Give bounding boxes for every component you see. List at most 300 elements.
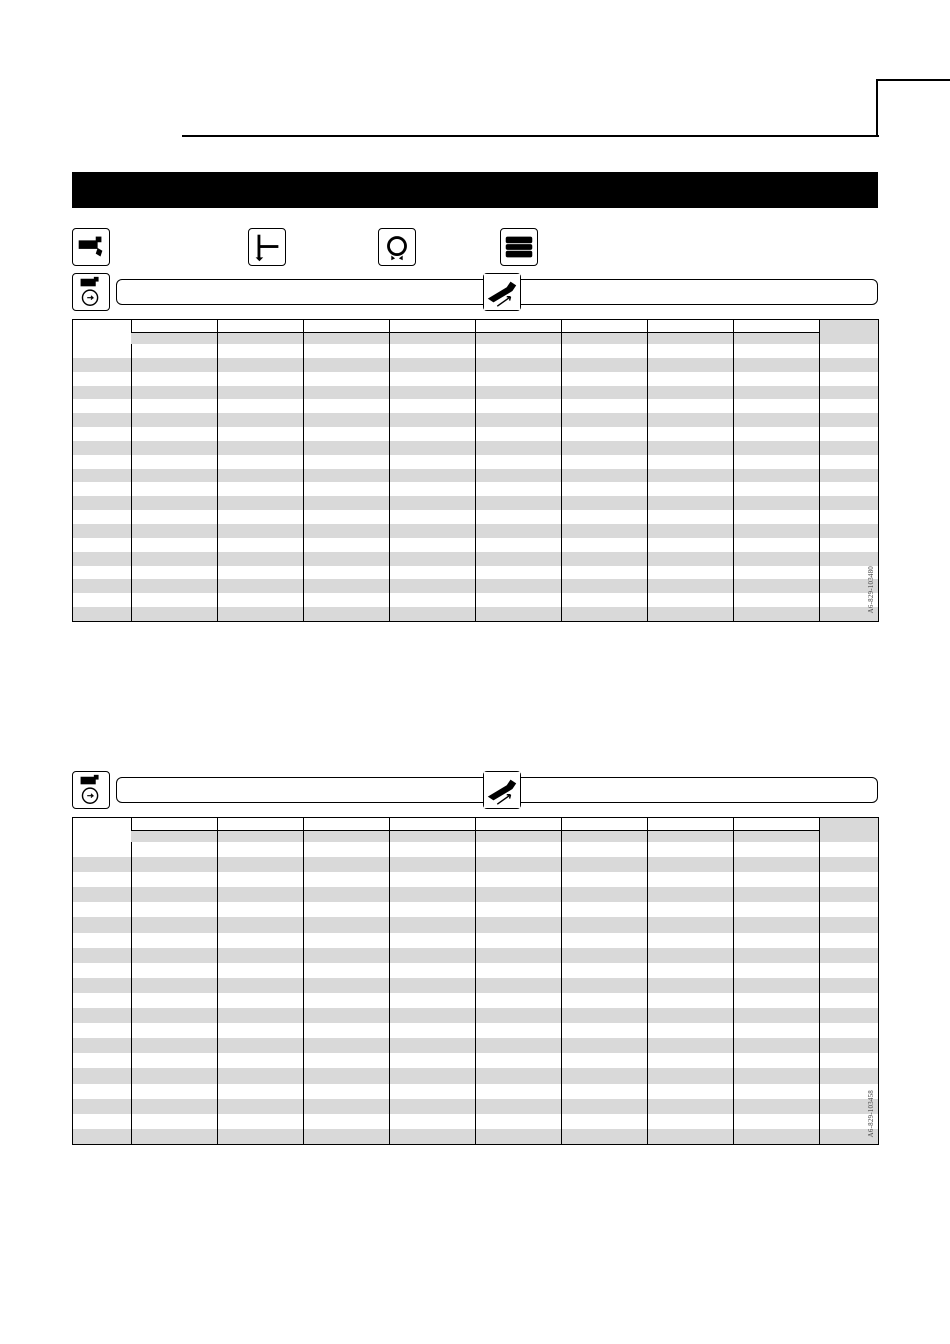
table-cell: [562, 344, 648, 358]
table-cell: [475, 1008, 561, 1023]
table-cell: [820, 978, 878, 993]
table-cell: [131, 372, 217, 386]
table-cell: [475, 1114, 561, 1129]
table-cell: [562, 399, 648, 413]
table-row: [73, 978, 878, 993]
table-cell: [303, 857, 389, 872]
header-cell: [217, 818, 303, 830]
header-cell: [648, 320, 734, 332]
table-row: [73, 1068, 878, 1083]
table-cell: [389, 857, 475, 872]
table-cell: [73, 978, 131, 993]
table-cell: [389, 386, 475, 400]
table-cell: [648, 510, 734, 524]
table-cell: [475, 593, 561, 607]
table-cell: [303, 566, 389, 580]
subheader-cell: [131, 830, 217, 842]
table-cell: [217, 358, 303, 372]
table-cell: [303, 399, 389, 413]
table-cell: [131, 441, 217, 455]
table-row: [73, 1129, 878, 1144]
table-cell: [820, 1053, 878, 1068]
table-cell: [648, 372, 734, 386]
table-cell: [73, 917, 131, 932]
table-cell: [820, 455, 878, 469]
table-cell: [734, 1129, 820, 1144]
table-cell: [131, 427, 217, 441]
table-cell: [73, 1114, 131, 1129]
table-cell: [217, 566, 303, 580]
subheader-cell: [303, 332, 389, 344]
table-cell: [73, 344, 131, 358]
table-row: [73, 917, 878, 932]
table-cell: [648, 496, 734, 510]
table-cell: [389, 455, 475, 469]
table-cell: [820, 524, 878, 538]
table-cell: [389, 552, 475, 566]
table-cell: [389, 469, 475, 483]
table-cell: [73, 510, 131, 524]
table-cell: [648, 524, 734, 538]
table-cell: [389, 933, 475, 948]
table-cell: [734, 399, 820, 413]
table-cell: [648, 399, 734, 413]
table-cell: [562, 524, 648, 538]
table-cell: [562, 427, 648, 441]
table-cell: [475, 1023, 561, 1038]
table-cell: [131, 1038, 217, 1053]
table-cell: [303, 496, 389, 510]
table-cell: [303, 842, 389, 857]
table-cell: [734, 1008, 820, 1023]
table-cell: [131, 948, 217, 963]
table-cell: [820, 842, 878, 857]
table-cell: [734, 358, 820, 372]
table-cell: [562, 441, 648, 455]
table-cell: [475, 510, 561, 524]
table-cell: [131, 358, 217, 372]
table-cell: [648, 842, 734, 857]
table-cell: [734, 566, 820, 580]
table-cell: [131, 552, 217, 566]
table-cell: [131, 842, 217, 857]
table-cell: [73, 993, 131, 1008]
table-cell: [820, 482, 878, 496]
table-cell: [73, 413, 131, 427]
fillet-joint-icon: [248, 228, 286, 266]
table-cell: [73, 524, 131, 538]
table-cell: [648, 1114, 734, 1129]
table-cell: [73, 1023, 131, 1038]
table-cell: [820, 386, 878, 400]
table-cell: [217, 1068, 303, 1083]
table-cell: [303, 552, 389, 566]
table-row: [73, 538, 878, 552]
table-cell: [475, 386, 561, 400]
table-cell: [131, 1114, 217, 1129]
table-cell: [303, 1023, 389, 1038]
table-cell: [820, 399, 878, 413]
table-cell: [303, 455, 389, 469]
table-cell: [475, 1099, 561, 1114]
table-cell: [734, 1053, 820, 1068]
table-row: [73, 1084, 878, 1099]
table-cell: [389, 1008, 475, 1023]
table-cell: [217, 344, 303, 358]
table-cell: [131, 566, 217, 580]
table-cell: [648, 1099, 734, 1114]
table-cell: [303, 538, 389, 552]
table-cell: [389, 1053, 475, 1068]
table-row: [73, 372, 878, 386]
table-cell: [131, 1068, 217, 1083]
table-cell: [734, 887, 820, 902]
table-cell: [734, 538, 820, 552]
table-cell: [389, 1038, 475, 1053]
table-cell: [217, 1084, 303, 1099]
header-cell: [73, 818, 131, 842]
table-cell: [475, 358, 561, 372]
table-cell: [562, 372, 648, 386]
table-cell: [820, 358, 878, 372]
subheader-cell: [475, 332, 561, 344]
table-cell: [648, 538, 734, 552]
table-cell: [648, 593, 734, 607]
table-cell: [217, 902, 303, 917]
table-row: [73, 1114, 878, 1129]
table-cell: [217, 441, 303, 455]
subheader-cell: [734, 332, 820, 344]
table-cell: [73, 1008, 131, 1023]
table-cell: [73, 358, 131, 372]
table-cell: [303, 372, 389, 386]
table-cell: [389, 372, 475, 386]
table-cell: [131, 887, 217, 902]
table-cell: [303, 358, 389, 372]
table-cell: [648, 993, 734, 1008]
table-cell: [389, 482, 475, 496]
header-cell: [73, 320, 131, 344]
table-cell: [648, 344, 734, 358]
table-cell: [73, 933, 131, 948]
table-cell: [303, 902, 389, 917]
table-cell: [389, 524, 475, 538]
table-cell: [217, 469, 303, 483]
table-cell: [303, 1114, 389, 1129]
table-cell: [475, 933, 561, 948]
table-cell: [562, 887, 648, 902]
subheader-cell: [648, 332, 734, 344]
table-cell: [389, 579, 475, 593]
table-row: [73, 902, 878, 917]
table-cell: [475, 579, 561, 593]
table-cell: [648, 455, 734, 469]
table-cell: [389, 902, 475, 917]
table-row: [73, 566, 878, 580]
table-cell: [131, 593, 217, 607]
table-cell: [303, 963, 389, 978]
table-cell: [475, 857, 561, 872]
subheader-cell: [562, 332, 648, 344]
table-row: [73, 933, 878, 948]
table-cell: [562, 978, 648, 993]
table-cell: [648, 358, 734, 372]
table-cell: [648, 566, 734, 580]
table-cell: [820, 427, 878, 441]
table-header-row: [73, 818, 878, 830]
header-cell: [131, 818, 217, 830]
doc-id-1: A6-829-103480: [867, 566, 875, 614]
table-cell: [389, 538, 475, 552]
table-cell: [562, 413, 648, 427]
table-cell: [73, 607, 131, 621]
table-cell: [389, 948, 475, 963]
table-cell: [131, 993, 217, 1008]
table-cell: [734, 455, 820, 469]
table-row: [73, 455, 878, 469]
table-cell: [648, 887, 734, 902]
table-row: [73, 1038, 878, 1053]
table-cell: [648, 1084, 734, 1099]
table-cell: [303, 441, 389, 455]
table-cell: [389, 566, 475, 580]
table-cell: [389, 1068, 475, 1083]
table-cell: [562, 872, 648, 887]
rotation-icon: [378, 228, 416, 266]
wire-speed-icon: [72, 273, 110, 311]
table-cell: [648, 1129, 734, 1144]
table-row: [73, 469, 878, 483]
table-cell: [820, 993, 878, 1008]
table-cell: [73, 857, 131, 872]
subheader-cell: [648, 830, 734, 842]
table-cell: [389, 496, 475, 510]
subheader-cell: [303, 830, 389, 842]
table-cell: [475, 993, 561, 1008]
table-cell: [562, 496, 648, 510]
header-cell: [389, 320, 475, 332]
table-cell: [648, 1053, 734, 1068]
table-cell: [562, 358, 648, 372]
subheader-cell: [217, 332, 303, 344]
table-cell: [820, 948, 878, 963]
table-cell: [131, 963, 217, 978]
table-row: [73, 524, 878, 538]
table-cell: [389, 887, 475, 902]
table-cell: [648, 948, 734, 963]
subheader-cell: [131, 332, 217, 344]
table-cell: [475, 948, 561, 963]
table-cell: [648, 1068, 734, 1083]
table-cell: [73, 842, 131, 857]
table-cell: [217, 948, 303, 963]
table-cell: [217, 427, 303, 441]
table-cell: [648, 441, 734, 455]
table-cell: [734, 1068, 820, 1083]
table-cell: [131, 872, 217, 887]
table-cell: [217, 1023, 303, 1038]
table-cell: [303, 344, 389, 358]
table-cell: [648, 978, 734, 993]
table-cell: [562, 552, 648, 566]
header-cell: [820, 818, 878, 842]
parameter-table-2: [72, 817, 879, 1145]
table-cell: [475, 427, 561, 441]
table-cell: [734, 372, 820, 386]
table-cell: [131, 1099, 217, 1114]
table-cell: [734, 857, 820, 872]
table-row: [73, 1008, 878, 1023]
table-cell: [217, 593, 303, 607]
table-cell: [475, 1129, 561, 1144]
table-cell: [734, 427, 820, 441]
table-cell: [648, 917, 734, 932]
table-row: [73, 386, 878, 400]
table-cell: [389, 917, 475, 932]
table-cell: [217, 872, 303, 887]
table-cell: [217, 1053, 303, 1068]
table-cell: [73, 496, 131, 510]
table-cell: [131, 413, 217, 427]
table-cell: [734, 978, 820, 993]
table-cell: [73, 386, 131, 400]
table-cell: [562, 1008, 648, 1023]
table-row: [73, 948, 878, 963]
table-row: [73, 1023, 878, 1038]
table-row: [73, 427, 878, 441]
table-cell: [131, 482, 217, 496]
table-cell: [562, 902, 648, 917]
table-cell: [217, 1129, 303, 1144]
table-cell: [131, 1053, 217, 1068]
header-cell: [303, 818, 389, 830]
table-cell: [303, 1008, 389, 1023]
table-cell: [131, 917, 217, 932]
table-cell: [562, 1114, 648, 1129]
table-cell: [73, 469, 131, 483]
table-cell: [303, 1084, 389, 1099]
table-cell: [562, 1053, 648, 1068]
table-cell: [303, 386, 389, 400]
table-cell: [734, 344, 820, 358]
table-cell: [734, 902, 820, 917]
table-cell: [475, 469, 561, 483]
parameter-table-1: [72, 319, 879, 622]
table-cell: [562, 1129, 648, 1144]
table-cell: [562, 386, 648, 400]
table-cell: [734, 607, 820, 621]
table-cell: [303, 1129, 389, 1144]
table-cell: [73, 441, 131, 455]
table-cell: [820, 496, 878, 510]
wire-speed-icon: [72, 771, 110, 809]
table-cell: [217, 1099, 303, 1114]
table-cell: [131, 344, 217, 358]
table-cell: [217, 482, 303, 496]
table-cell: [734, 1084, 820, 1099]
table-cell: [131, 1023, 217, 1038]
table-cell: [820, 963, 878, 978]
table-cell: [820, 344, 878, 358]
table-cell: [217, 857, 303, 872]
table-cell: [820, 552, 878, 566]
table-cell: [648, 857, 734, 872]
table-cell: [562, 1023, 648, 1038]
table-cell: [734, 917, 820, 932]
table-cell: [648, 607, 734, 621]
table-cell: [389, 1129, 475, 1144]
table-row: [73, 593, 878, 607]
table-cell: [734, 948, 820, 963]
table-cell: [475, 344, 561, 358]
table-cell: [475, 872, 561, 887]
table-cell: [73, 455, 131, 469]
table-cell: [820, 887, 878, 902]
table-cell: [389, 427, 475, 441]
table-cell: [562, 593, 648, 607]
table-cell: [820, 510, 878, 524]
table-row: [73, 413, 878, 427]
table-row: [73, 552, 878, 566]
table-cell: [648, 1023, 734, 1038]
table-cell: [820, 441, 878, 455]
table-cell: [303, 413, 389, 427]
table-cell: [303, 607, 389, 621]
table-cell: [734, 496, 820, 510]
table-cell: [303, 978, 389, 993]
table-cell: [131, 399, 217, 413]
table-cell: [820, 1068, 878, 1083]
table-cell: [475, 917, 561, 932]
table-cell: [734, 1023, 820, 1038]
table-cell: [73, 482, 131, 496]
table-cell: [820, 469, 878, 483]
table-cell: [648, 579, 734, 593]
table-cell: [303, 872, 389, 887]
table-row: [73, 496, 878, 510]
subheader-cell: [475, 830, 561, 842]
table-row: [73, 441, 878, 455]
header-rule: [182, 135, 879, 137]
table-cell: [475, 399, 561, 413]
table-cell: [475, 552, 561, 566]
table-cell: [475, 524, 561, 538]
table-cell: [562, 948, 648, 963]
table-cell: [303, 510, 389, 524]
table-cell: [389, 993, 475, 1008]
table-cell: [648, 413, 734, 427]
table-cell: [73, 399, 131, 413]
table-cell: [217, 887, 303, 902]
table-cell: [562, 482, 648, 496]
doc-id-2: A6-829-103458: [867, 1090, 875, 1138]
table-cell: [389, 510, 475, 524]
subheader-cell: [734, 830, 820, 842]
table-cell: [303, 524, 389, 538]
table-cell: [73, 427, 131, 441]
table-cell: [73, 963, 131, 978]
table-cell: [475, 607, 561, 621]
table-cell: [820, 538, 878, 552]
table-cell: [389, 593, 475, 607]
table-row: [73, 857, 878, 872]
header-cell: [475, 320, 561, 332]
header-cell: [734, 320, 820, 332]
table-cell: [734, 552, 820, 566]
plates-stack-icon: [500, 228, 538, 266]
table-cell: [820, 1038, 878, 1053]
subheader-cell: [562, 830, 648, 842]
